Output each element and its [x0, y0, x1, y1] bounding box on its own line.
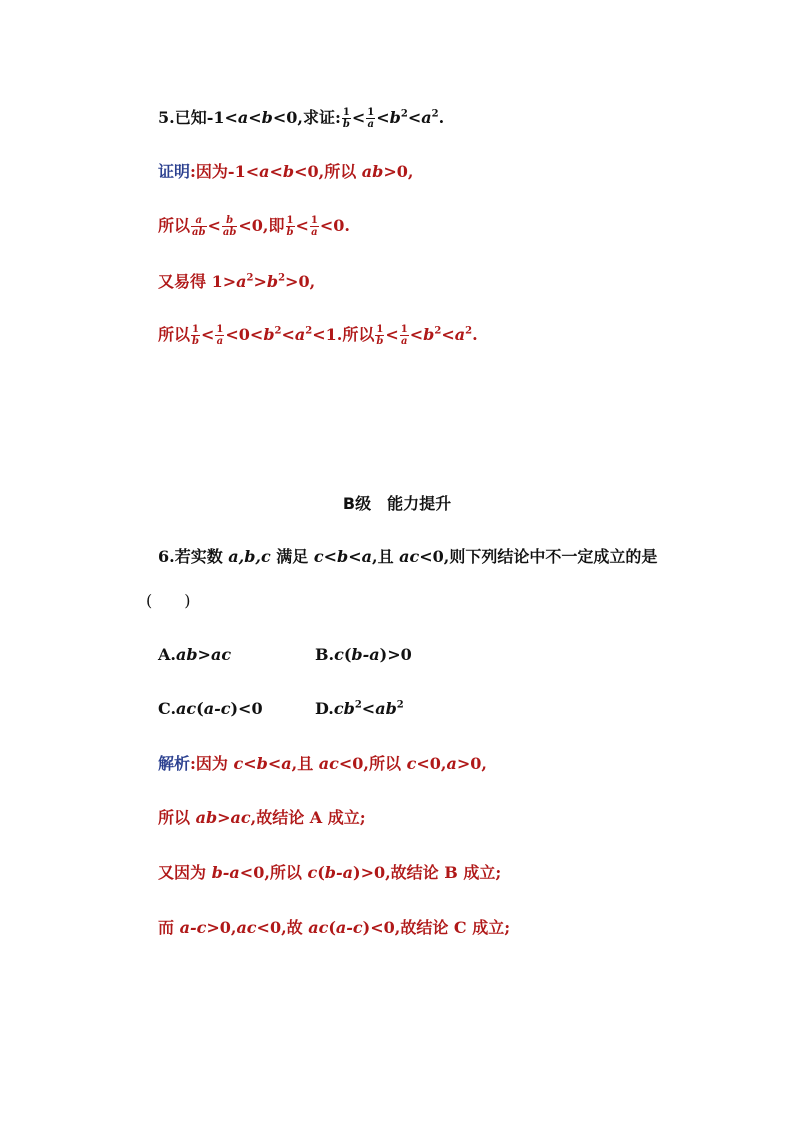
denominator: a — [216, 336, 224, 347]
sym: < — [207, 216, 221, 235]
sym: < — [407, 108, 422, 127]
denominator: a — [311, 227, 318, 238]
solution-label: 解析 — [158, 754, 191, 773]
var-b: b — [385, 699, 397, 718]
proof-text: 因为-1< — [195, 162, 260, 181]
fraction — [222, 215, 237, 238]
numerator: 1 — [367, 107, 375, 118]
sym: > — [217, 808, 231, 827]
var-c: c — [307, 863, 318, 882]
problem-number: 6. — [158, 547, 175, 566]
solution-text: 所以 — [158, 808, 196, 827]
var-a: a — [281, 754, 292, 773]
exponent: 2 — [431, 108, 439, 120]
fraction — [375, 324, 384, 347]
numerator: 1 — [376, 324, 384, 335]
solution-text: <0,故 — [256, 918, 309, 937]
var-ac: ac — [318, 754, 339, 773]
sym: . — [438, 108, 445, 127]
var-c: c — [233, 754, 244, 773]
var-a: a — [259, 162, 270, 181]
var-a: a — [454, 325, 466, 344]
denominator: b — [342, 119, 350, 130]
denominator: b — [376, 336, 384, 347]
stem-text: 已知-1< — [174, 108, 238, 127]
problem-number: 5. — [158, 108, 175, 127]
denominator: b — [192, 336, 200, 347]
var-a: a — [361, 547, 372, 566]
sym: ( — [328, 918, 336, 937]
answer-paren: ( ) — [146, 591, 191, 610]
var-a: a — [294, 325, 306, 344]
proof-line-4 — [158, 323, 478, 347]
var-a: a — [375, 699, 386, 718]
sym: < — [243, 754, 257, 773]
exponent: 2 — [278, 272, 286, 284]
sym: ( — [196, 699, 204, 718]
section-heading: B级 能力提升 — [342, 494, 452, 513]
sym: < — [323, 547, 338, 566]
var-b: b — [389, 108, 401, 127]
solution-text: 又因为 — [158, 863, 212, 882]
var-c: c — [313, 547, 324, 566]
sym: > — [253, 272, 267, 291]
var-b: b — [423, 325, 435, 344]
option-expr: ab>ac — [175, 645, 232, 664]
sym: < — [248, 108, 262, 127]
sym: < — [295, 216, 309, 235]
sym: ( — [343, 645, 352, 664]
exponent: 2 — [246, 272, 254, 284]
option-label: D. — [315, 699, 334, 718]
sym: : — [190, 754, 196, 773]
option-expr: b-a — [351, 645, 380, 664]
stem-text: 满足 — [270, 547, 314, 566]
proof-text: <0< — [225, 325, 264, 344]
numerator: 1 — [310, 215, 318, 226]
fraction — [310, 215, 319, 238]
proof-text: 所以 — [158, 325, 191, 344]
var-ac: ac — [176, 699, 197, 718]
sym: < — [201, 325, 215, 344]
proof-text: 又易得 1> — [158, 272, 237, 291]
var-b: b — [337, 547, 349, 566]
expr-b-minus-a: b-a — [324, 863, 353, 882]
option-expr: a-c — [203, 699, 231, 718]
var-c: c — [406, 754, 417, 773]
sym: < — [409, 325, 424, 344]
numerator: 1 — [400, 324, 408, 335]
var-a: a — [236, 272, 247, 291]
proof-line-1 — [158, 160, 413, 184]
solution-line-1 — [158, 752, 487, 776]
numerator: 1 — [286, 215, 294, 226]
sym: < — [348, 547, 362, 566]
var-b: b — [266, 272, 279, 291]
sym: < — [281, 325, 295, 344]
exponent: 2 — [396, 699, 404, 711]
solution-text: 因为 — [195, 754, 234, 773]
var-b: b — [261, 108, 273, 127]
numerator: a — [191, 215, 206, 227]
solution-text: >0, — [456, 754, 487, 773]
var-ac: ac — [399, 547, 420, 566]
var-ac: ac — [308, 918, 329, 937]
option-d — [315, 697, 404, 721]
option-c — [158, 697, 263, 721]
var-a: a — [421, 108, 432, 127]
problem-5-stem — [158, 106, 444, 130]
fraction — [342, 107, 351, 130]
solution-line-2 — [158, 806, 366, 830]
var-ab: ab — [361, 162, 384, 181]
sym: < — [385, 325, 399, 344]
sym: )<0 — [230, 699, 263, 718]
proof-text: <0. — [319, 216, 350, 235]
var-a: a — [446, 754, 457, 773]
exponent: 2 — [354, 699, 362, 711]
expr-a-minus-c: a-c — [335, 918, 363, 937]
var-b: b — [343, 699, 355, 718]
sym: < — [351, 108, 366, 127]
var-b: b — [282, 162, 295, 181]
sym: < — [361, 699, 376, 718]
proof-line-3 — [158, 270, 315, 294]
numerator: 1 — [216, 324, 224, 335]
sym: < — [269, 162, 283, 181]
option-label: A. — [158, 645, 176, 664]
var-ab: ab — [195, 808, 218, 827]
solution-text: <0,所以 — [338, 754, 407, 773]
var-b: b — [263, 325, 275, 344]
solution-text: ,故结论 A 成立; — [250, 808, 366, 827]
option-label: B. — [315, 645, 335, 664]
fraction — [366, 107, 375, 130]
fraction — [191, 324, 200, 347]
stem-text: ,且 — [372, 547, 400, 566]
fraction — [215, 324, 224, 347]
denominator: a — [367, 119, 375, 130]
var-b: b — [256, 754, 268, 773]
stem-text: <0,求证: — [272, 108, 341, 127]
numerator: b — [222, 215, 237, 227]
option-label: C. — [158, 699, 177, 718]
solution-text: ,且 — [291, 754, 319, 773]
sym: < — [267, 754, 282, 773]
exponent: 2 — [400, 108, 408, 120]
sym: . — [472, 325, 478, 344]
sym: < — [441, 325, 455, 344]
solution-line-4 — [158, 916, 510, 940]
exponent: 2 — [305, 325, 313, 337]
expr-a-minus-c: a-c — [179, 918, 207, 937]
proof-line-2 — [158, 214, 350, 238]
solution-text: <0, — [416, 754, 447, 773]
stem-text: 若实数 — [174, 547, 229, 566]
stem-text: <0,则下列结论中不一定成立的是 — [419, 547, 658, 566]
option-b — [315, 643, 412, 667]
sym: < — [376, 108, 390, 127]
var-a: a — [237, 108, 249, 127]
solution-line-3 — [158, 861, 501, 885]
problem-6-stem — [158, 545, 657, 569]
fraction — [286, 215, 295, 238]
denominator: a — [401, 336, 408, 347]
exponent: 2 — [434, 325, 442, 337]
sym: : — [190, 162, 196, 181]
proof-text: <0,即 — [238, 216, 285, 235]
solution-text: <0,所以 — [239, 863, 308, 882]
proof-text: <0,所以 — [294, 162, 362, 181]
var-list: a,b,c — [228, 547, 271, 566]
var-c: c — [334, 645, 344, 664]
denominator: ab — [192, 227, 206, 238]
solution-text: )>0,故结论 B 成立; — [353, 863, 502, 882]
sym: ( — [317, 863, 325, 882]
var-ac: ac — [236, 918, 257, 937]
numerator: 1 — [342, 107, 350, 118]
solution-text: )<0,故结论 C 成立; — [362, 918, 511, 937]
exponent: 2 — [465, 325, 473, 337]
var-ac: ac — [230, 808, 251, 827]
proof-text: >0, — [285, 272, 316, 291]
solution-text: >0, — [206, 918, 237, 937]
expr-b-minus-a: b-a — [211, 863, 240, 882]
denominator: ab — [222, 227, 237, 238]
var-c: c — [333, 699, 344, 718]
denominator: b — [286, 227, 294, 238]
fraction — [400, 324, 409, 347]
solution-text: 而 — [158, 918, 180, 937]
proof-text: 所以 — [158, 216, 191, 235]
proof-text: <1.所以 — [312, 325, 375, 344]
sym: )>0 — [379, 645, 412, 664]
exponent: 2 — [274, 325, 282, 337]
fraction — [191, 215, 206, 238]
proof-text: >0, — [383, 162, 414, 181]
numerator: 1 — [192, 324, 199, 335]
proof-label: 证明 — [158, 162, 191, 181]
option-a — [158, 643, 231, 667]
